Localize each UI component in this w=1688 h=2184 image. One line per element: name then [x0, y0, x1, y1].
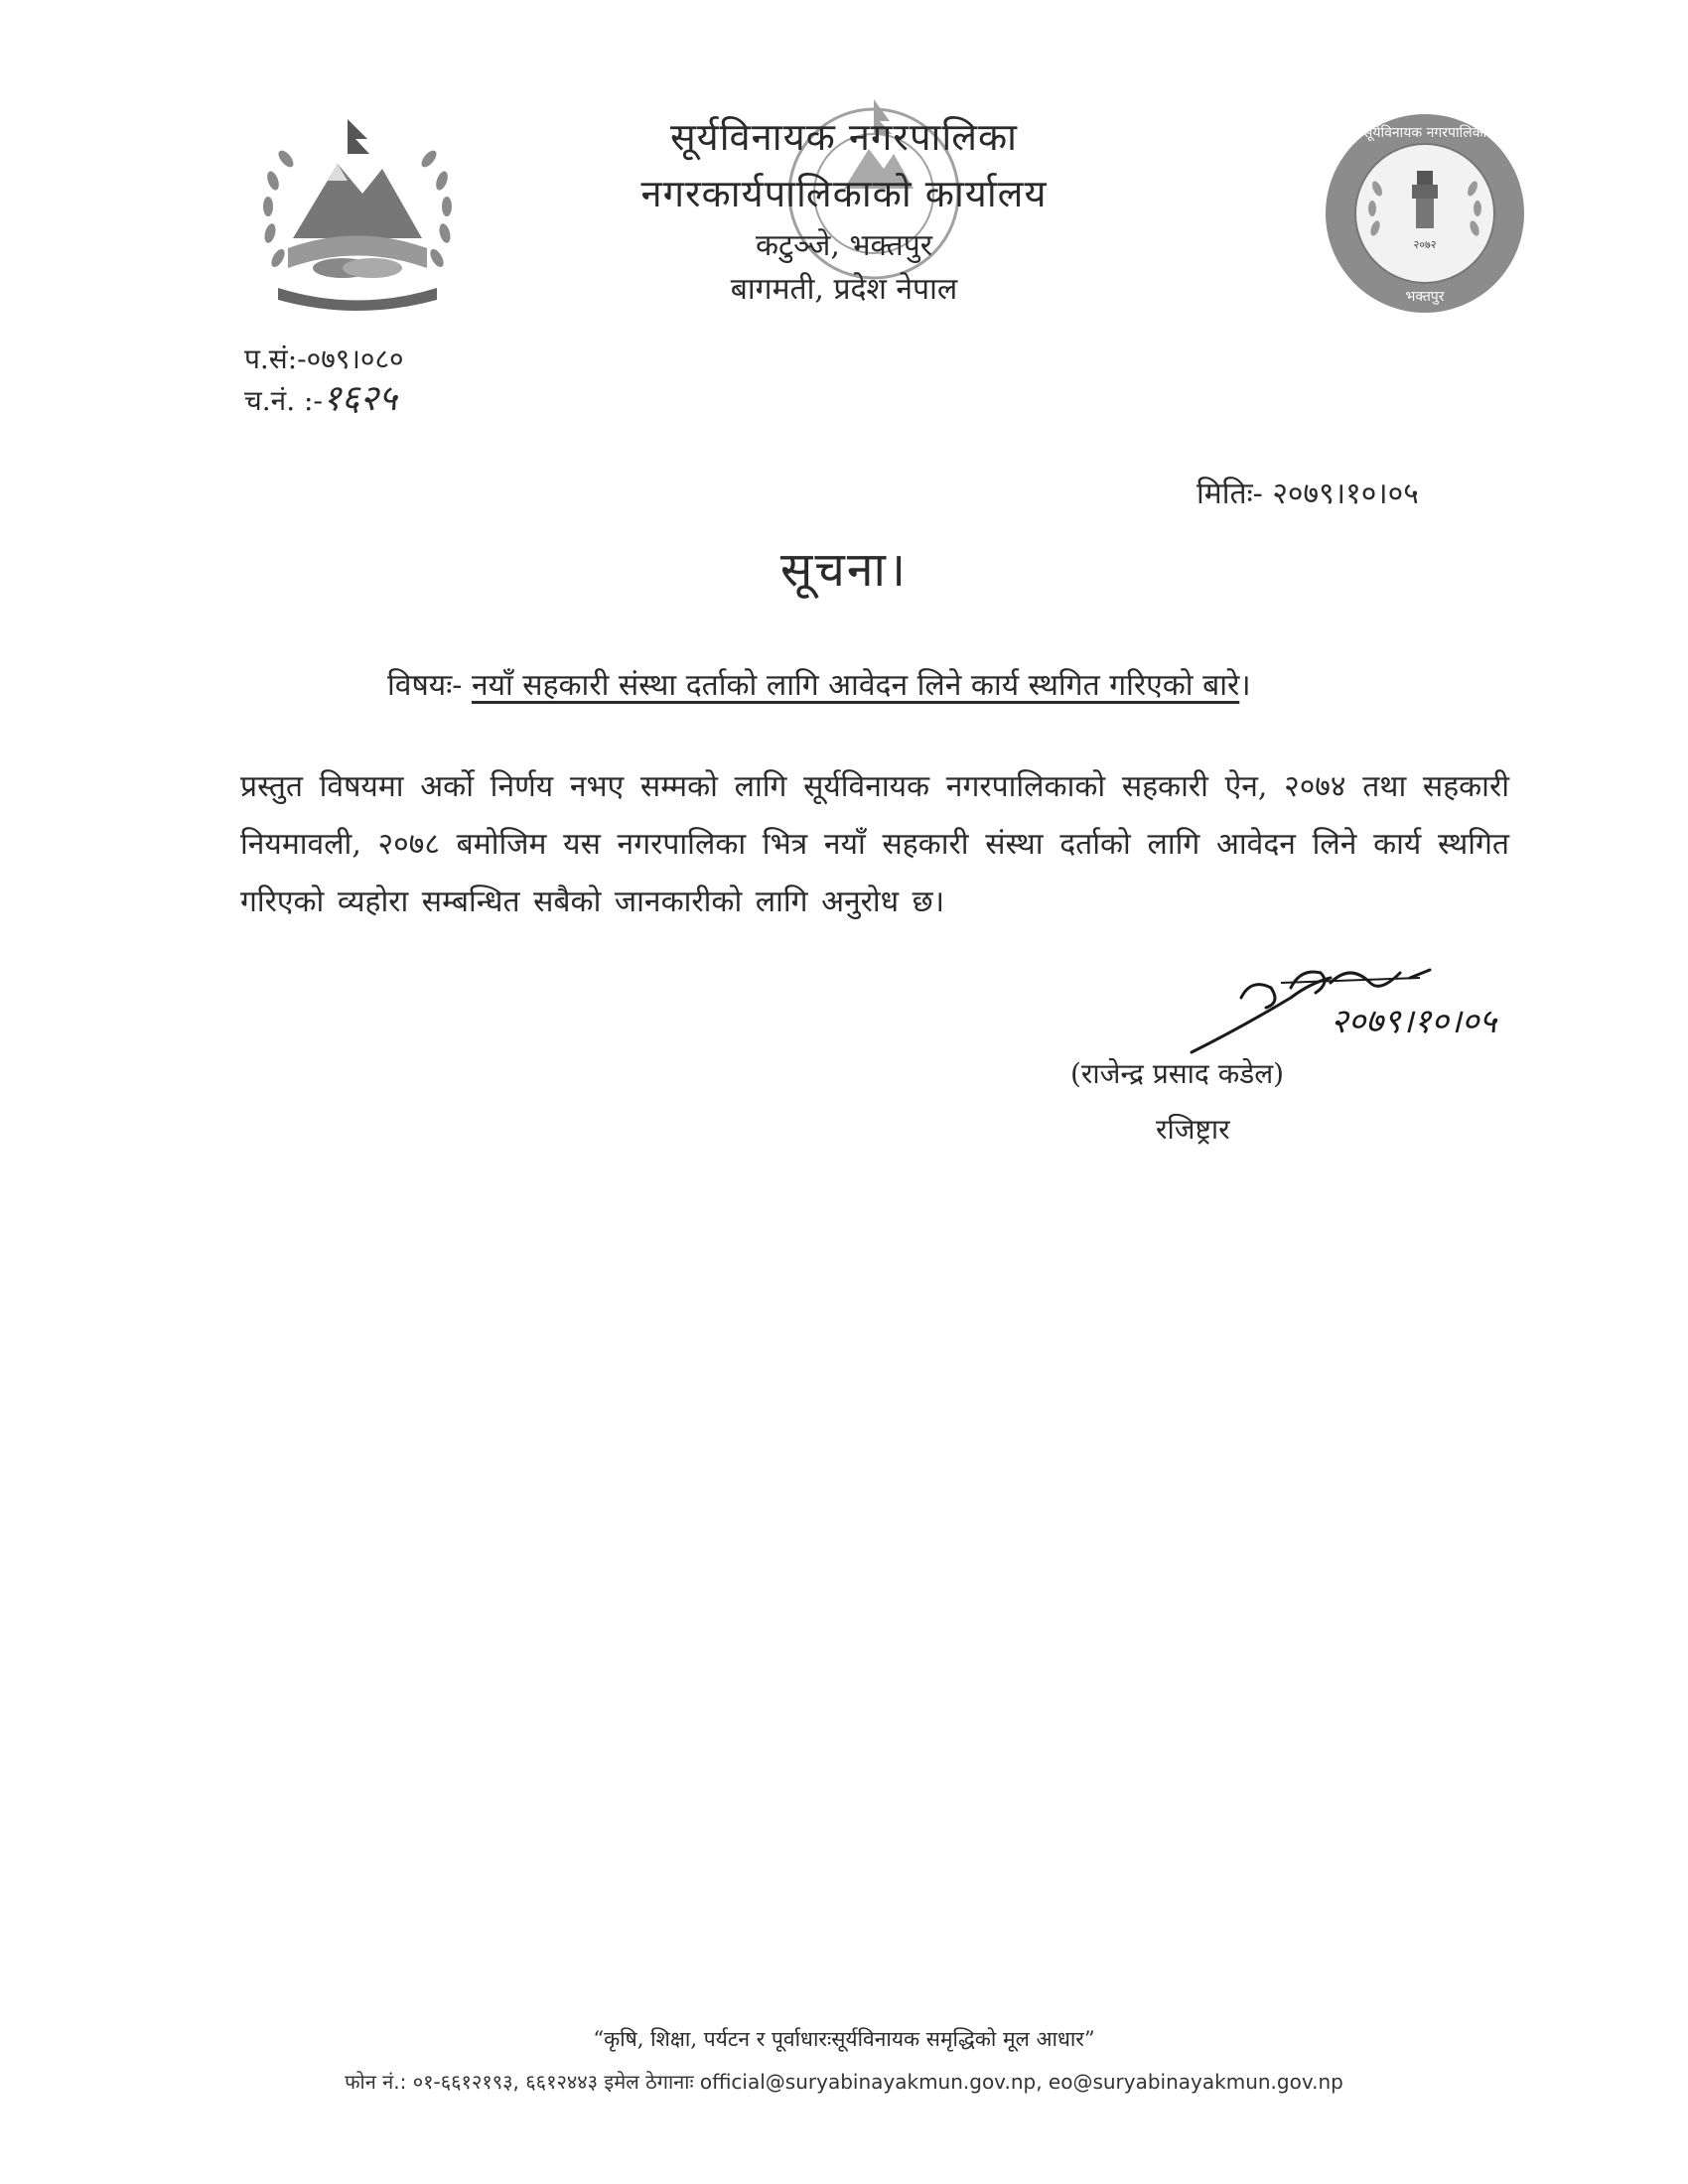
subject-end: ।: [1239, 668, 1251, 703]
signer-name: (राजेन्द्र प्रसाद कडेल): [1070, 1057, 1285, 1090]
letter-number: [244, 340, 404, 379]
letter-number-value: ०७९।०८०: [306, 342, 404, 375]
office-name: नगरकार्यपालिकाको कार्यालय: [640, 172, 1048, 215]
signature-date: २०७९।१०।०५: [1331, 1002, 1497, 1041]
seal-top-text: सूर्यविनायक नगरपालिका: [1362, 125, 1487, 141]
dispatch-number-label: च.नं. :-: [244, 384, 323, 417]
footer-motto: “कृषि, शिक्षा, पर्यटन र पूर्वाधारःसूर्यविनायक समृद्धिको मूल आधार”: [593, 2027, 1095, 2051]
office-location: कटुञ्जे, भक्तपुर: [755, 228, 933, 263]
date-label: मितिः-: [1196, 477, 1263, 511]
date-value: २०७९।१०।०५: [1272, 477, 1419, 511]
subject-label: विषयः-: [387, 668, 463, 703]
seal-bottom-text: भक्तपुर: [1405, 289, 1445, 305]
notice-date: [1196, 472, 1419, 512]
handwritten-signature: [1182, 958, 1539, 1067]
letterhead: [496, 109, 1192, 310]
nepal-coat-of-arms-icon: [248, 109, 467, 313]
dispatch-number-value: १६२५: [322, 378, 397, 419]
subject-text: नयाँ सहकारी संस्था दर्ताको लागि आवेदन लिने कार्य स्थगित गरिएको बारे: [471, 668, 1240, 703]
footer-contact: फोन नं.: ०१-६६१२१९३, ६६१२४४३ इमेल ठेगानाः official@suryabinayakmun.gov.np, eo@suryabinayakmun.gov.np: [345, 2070, 1343, 2094]
notice-body: प्रस्तुत विषयमा अर्को निर्णय नभए सम्मको लागि सूर्यविनायक नगरपालिकाको सहकारी ऐन, २०७४ तथा सहकारी नियमावली, २०७८ बमोजिम यस नगरपालिका भित्र नयाँ सहकारी संस्था दर्ताको लागि आवेदन लिने कार्य स्थगित गरिएको व्यहोरा सम्बन्धित सबैको जानकारीको लागि अनुरोध छ।: [240, 769, 1509, 919]
dispatch-number: [244, 379, 404, 421]
municipality-name: सूर्यविनायक नगरपालिका: [669, 115, 1019, 159]
signer-designation: रजिष्ट्रार: [1156, 1113, 1230, 1146]
office-province: बागमती, प्रदेश नेपाल: [730, 272, 958, 307]
seal-year: २०७२: [1413, 238, 1437, 251]
letter-number-label: प.सं:-: [244, 342, 307, 375]
reference-block: [244, 340, 404, 421]
notice-title: सूचना।: [779, 542, 909, 598]
municipality-seal-icon: [1321, 109, 1529, 318]
subject-line: [387, 663, 1251, 704]
